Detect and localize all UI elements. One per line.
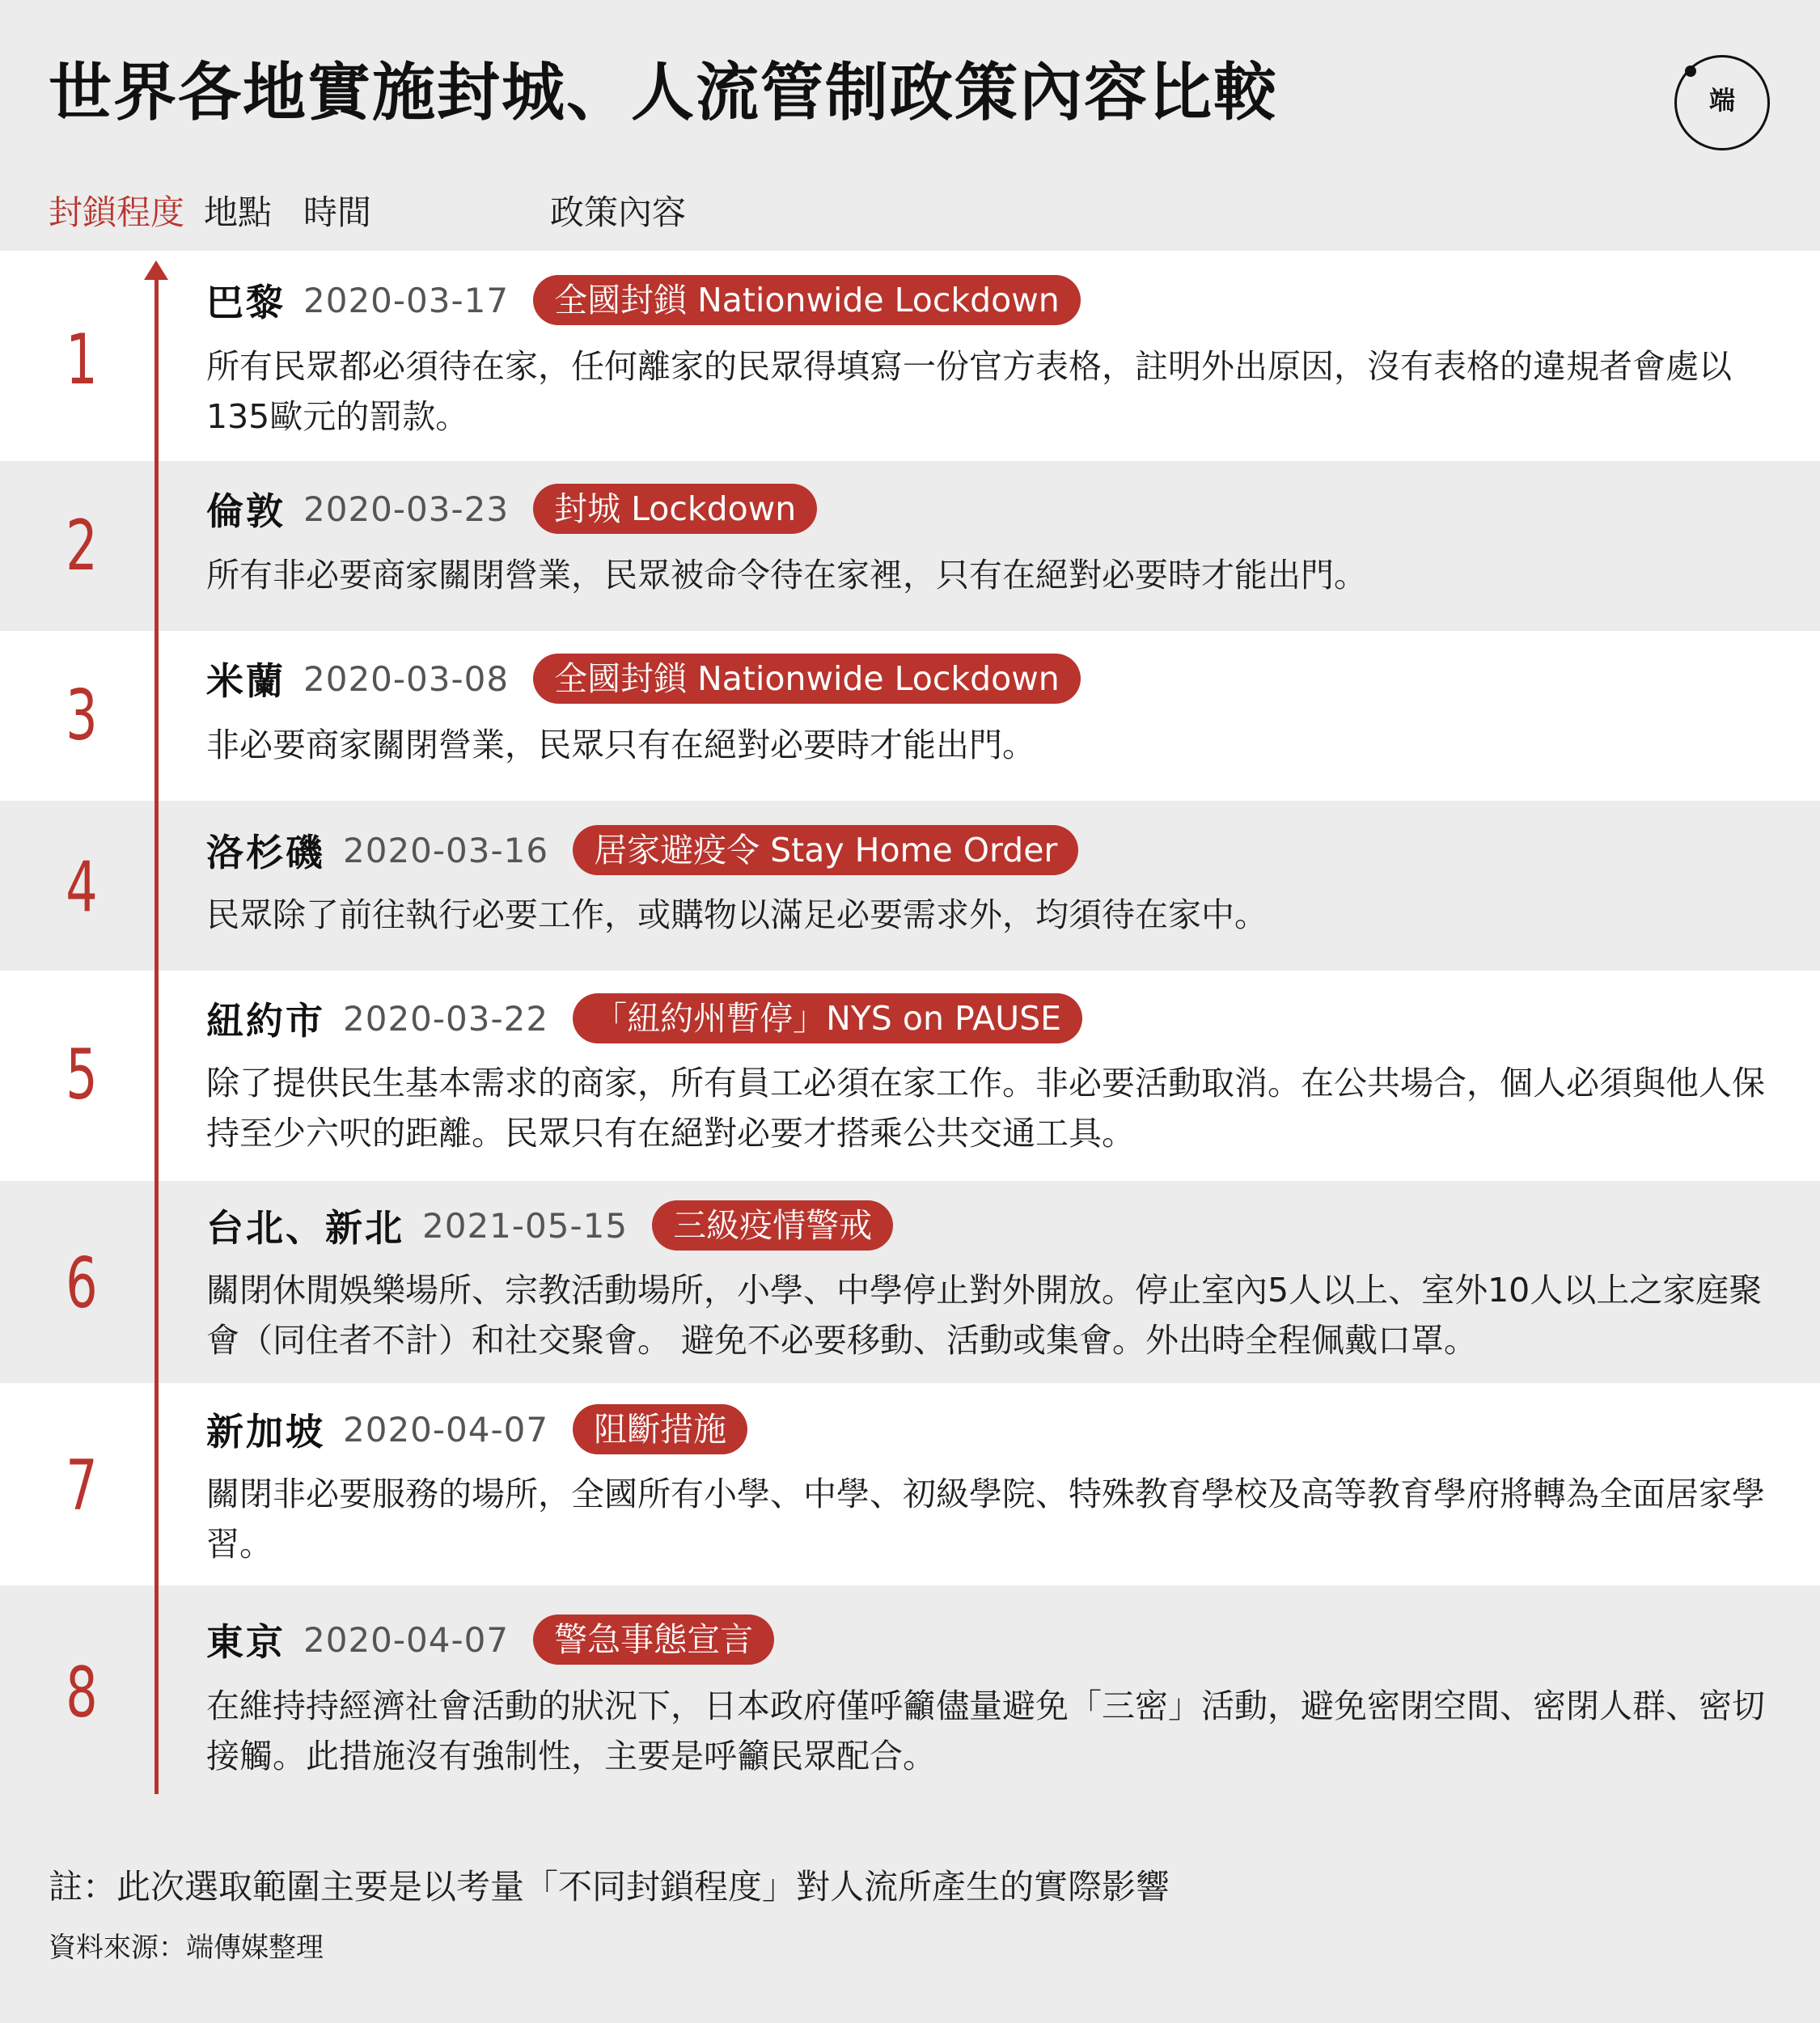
date: 2021-05-15 [422,1205,629,1246]
logo-dot-icon [1685,66,1696,77]
policy-description: 關閉休閒娛樂場所、宗教活動場所，小學、中學停止對外開放。停止室內5人以上、室外10人以上之家庭聚會（同住者不計）和社交聚會。 避免不必要移動、活動或集會。外出時全程佩戴口罩。 [206,1271,1763,1360]
date: 2020-04-07 [343,1409,549,1450]
level-number: 8 [66,1653,98,1733]
policy-description: 在維持持經濟社會活動的狀況下，日本政府僅呼籲儘量避免「三密」活動，避免密閉空間、密閉人群、密切接觸。此措施沒有強制性，主要是呼籲民眾配合。 [206,1687,1765,1775]
place-name: 巴黎 [206,281,286,324]
policy-description: 非必要商家關閉營業，民眾只有在絕對必要時才能出門。 [206,726,1035,764]
policy-row [0,631,1820,801]
policy-badge: 警急事態宣言 [533,1615,774,1665]
logo-mark: 端 [1708,85,1735,116]
place-name: 東京 [206,1620,286,1664]
lockdown-level-axis [154,275,159,1794]
policy-badge: 「紐約州暫停」NYS on PAUSE [573,993,1082,1043]
date: 2020-03-17 [303,280,510,320]
policy-row [0,971,1820,1181]
level-number: 6 [66,1243,98,1324]
page-title: 世界各地實施封城、人流管制政策內容比較 [49,57,1279,129]
place-name: 紐約市 [206,999,325,1043]
place-name: 倫敦 [206,489,286,533]
date: 2020-03-22 [343,998,549,1039]
level-number: 3 [66,675,98,756]
date: 2020-03-08 [303,658,510,699]
arrow-up-icon [144,260,168,280]
policy-description: 關閉非必要服務的場所，全國所有小學、中學、初級學院、特殊教育學校及高等教育學府將轉為全面居家學習。 [206,1475,1765,1564]
data-source: 資料來源：端傳媒整理 [49,1932,324,1964]
place-name: 洛杉磯 [206,831,325,874]
policy-badge: 三級疫情警戒 [652,1200,893,1251]
policy-badge: 全國封鎖 Nationwide Lockdown [533,654,1081,704]
policy-description: 民眾除了前往執行必要工作，或購物以滿足必要需求外，均須待在家中。 [206,895,1268,934]
header-time: 時間 [303,193,372,232]
header-level: 封鎖程度 [49,193,185,232]
initium-logo [1674,55,1770,150]
policy-row [0,251,1820,461]
policy-badge: 全國封鎖 Nationwide Lockdown [533,275,1081,325]
policy-badge: 居家避疫令 Stay Home Order [573,825,1078,875]
policy-description: 所有非必要商家關閉營業，民眾被命令待在家裡，只有在絕對必要時才能出門。 [206,556,1367,595]
policy-row [0,1585,1820,1804]
policy-description: 所有民眾都必須待在家，任何離家的民眾得填寫一份官方表格，註明外出原因，沒有表格的違規者會處以135歐元的罰款。 [206,347,1732,436]
policy-row [0,1181,1820,1383]
policy-row [0,1383,1820,1585]
level-number: 5 [66,1035,98,1115]
policy-description: 除了提供民生基本需求的商家，所有員工必須在家工作。非必要活動取消。在公共場合，個人必須與他人保持至少六呎的距離。民眾只有在絕對必要才搭乘公共交通工具。 [206,1064,1765,1153]
place-name: 米蘭 [206,659,286,703]
level-number: 7 [66,1445,98,1526]
level-number: 1 [66,320,98,400]
policy-row [0,801,1820,971]
level-number: 2 [66,506,98,586]
footnote: 註：此次選取範圍主要是以考量「不同封鎖程度」對人流所產生的實際影響 [49,1867,1170,1907]
place-name: 新加坡 [206,1410,325,1454]
header-place: 地點 [204,193,273,232]
policy-badge: 封城 Lockdown [533,484,817,534]
date: 2020-04-07 [303,1619,510,1660]
header-policy: 政策內容 [550,193,687,232]
date: 2020-03-16 [343,830,549,870]
place-name: 台北、新北 [206,1206,404,1250]
date: 2020-03-23 [303,489,510,529]
policy-row [0,461,1820,631]
level-number: 4 [66,847,98,928]
policy-badge: 阻斷措施 [573,1404,747,1454]
